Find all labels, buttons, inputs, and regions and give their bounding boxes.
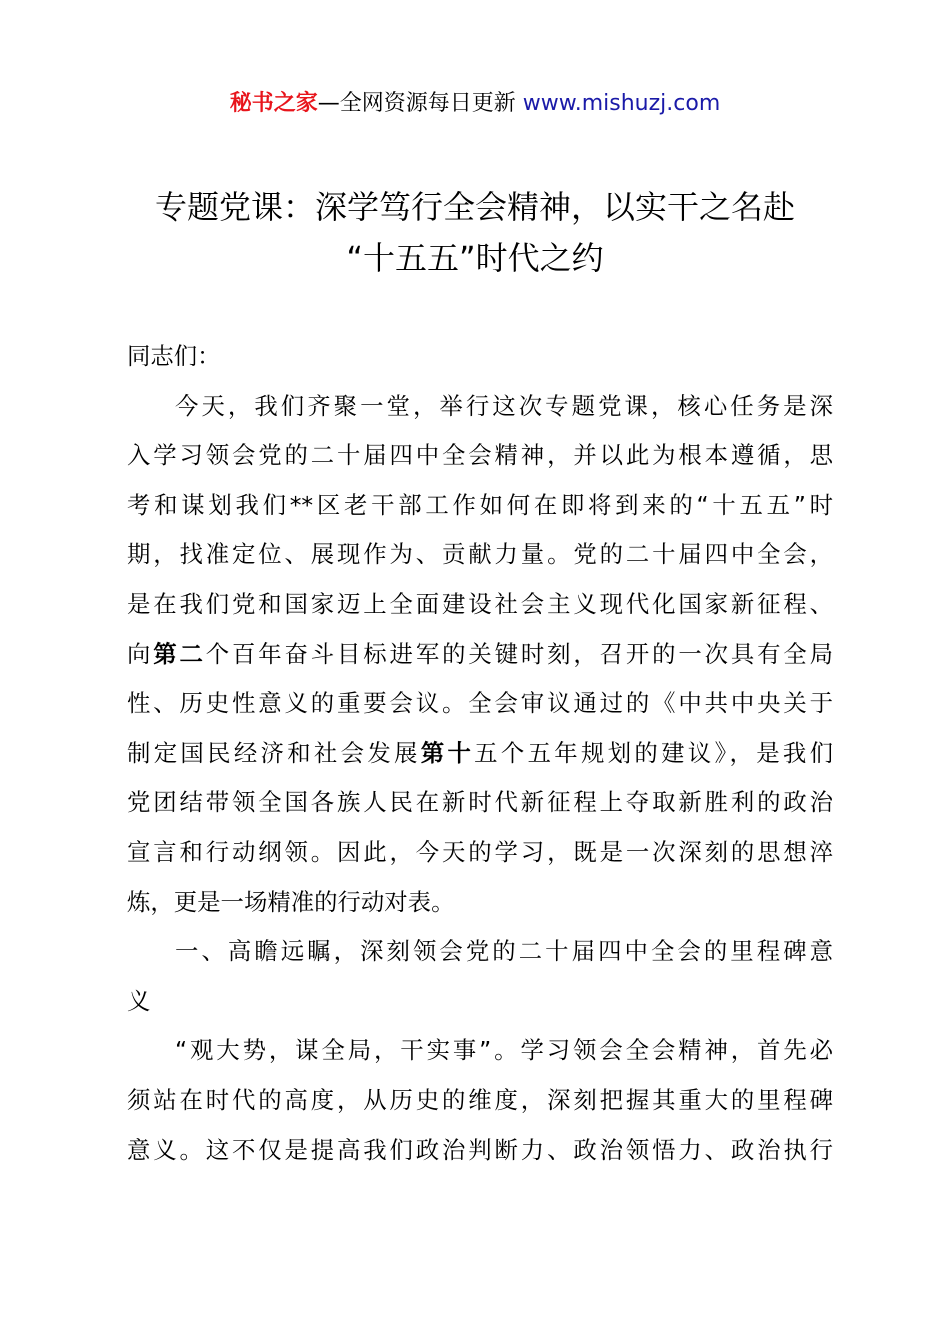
site-brand: 秘书之家 — [229, 91, 318, 116]
paragraph-line: 性、历史性意义的重要会议。全会审议通过的《中共中央关于 — [127, 689, 833, 718]
site-header — [0, 88, 950, 120]
paragraph-line — [127, 630, 833, 680]
title-line: “十五五”时代之约 — [346, 239, 604, 277]
paragraph-line: 入学习领会党的二十届四中全会精神，并以此为根本遵循，思 — [127, 441, 833, 470]
paragraph-line: 须站在时代的高度，从历史的维度，深刻把握其重大的里程碑 — [127, 1085, 833, 1114]
text-run: 向 — [127, 639, 154, 668]
site-slogan: —全网资源每日更新 — [317, 91, 523, 116]
paragraph-line — [127, 729, 833, 779]
text-run: 制定国民经济和社会发展 — [127, 738, 421, 767]
paragraph-line: 期，找准定位、展现作为、贡献力量。党的二十届四中全会， — [127, 540, 833, 569]
section-heading-line: 义 — [127, 986, 151, 1015]
paragraph-line: 今天，我们齐聚一堂，举行这次专题党课，核心任务是深 — [175, 391, 833, 420]
title-line: 专题党课：深学笃行全会精神，以实干之名赴 — [154, 188, 795, 226]
bold-text-run: 第二 — [153, 639, 206, 668]
paragraph-line: “观大势，谋全局，干实事”。学习领会全会精神，首先必 — [175, 1036, 833, 1065]
section-heading-line: 一、高瞻远瞩，深刻领会党的二十届四中全会的里程碑意 — [175, 937, 833, 966]
site-url[interactable]: www.mishuzj.com — [522, 91, 721, 116]
document-body — [127, 332, 833, 1175]
text-run: 五个五年规划的建议》，是我们 — [474, 738, 834, 767]
salutation: 同志们： — [127, 342, 221, 370]
text-run: 个百年奋斗目标进军的关键时刻，召开的一次具有全局 — [205, 639, 834, 668]
bold-text-run: 第十 — [420, 738, 475, 767]
paragraph-line: 宣言和行动纲领。因此，今天的学习，既是一次深刻的思想淬 — [127, 837, 833, 866]
paragraph-line: 党团结带领全国各族人民在新时代新征程上夺取新胜利的政治 — [127, 788, 833, 817]
paragraph-line: 是在我们党和国家迈上全面建设社会主义现代化国家新征程、 — [127, 589, 833, 618]
paragraph-line: 考和谋划我们**区老干部工作如何在即将到来的“十五五”时 — [127, 490, 833, 519]
document-title — [110, 182, 840, 284]
paragraph-line: 意义。这不仅是提高我们政治判断力、政治领悟力、政治执行 — [127, 1135, 833, 1164]
paragraph-line: 炼，更是一场精准的行动对表。 — [127, 887, 455, 916]
